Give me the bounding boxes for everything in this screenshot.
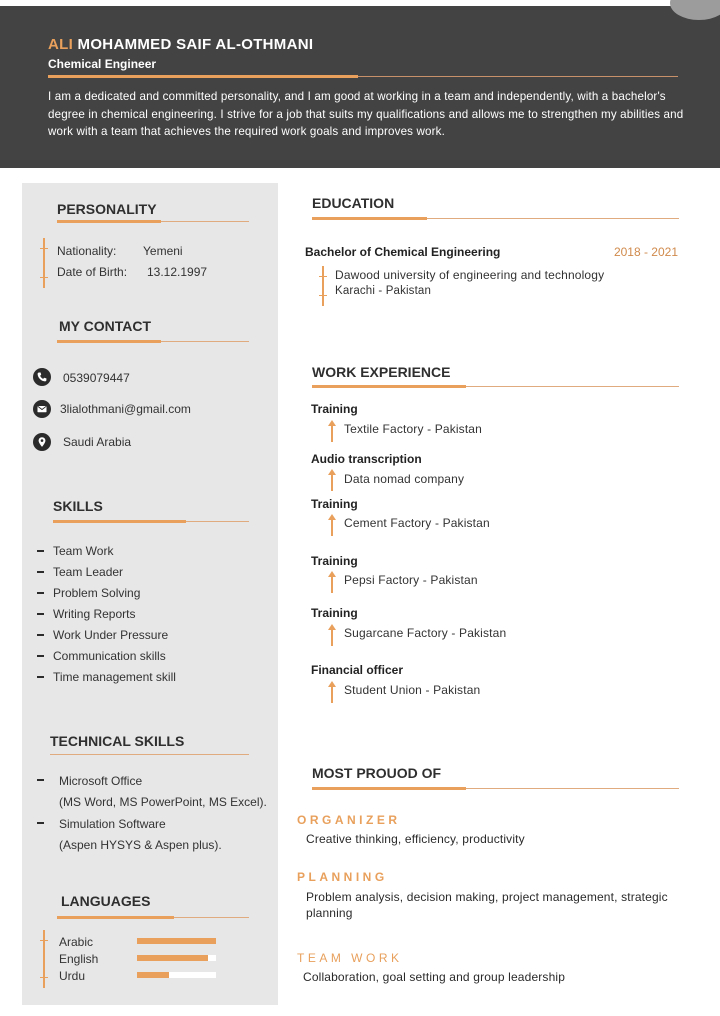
education-years: 2018 - 2021 bbox=[613, 245, 678, 259]
proud-text: Creative thinking, efficiency, productivity bbox=[306, 832, 525, 846]
proud-heading: TEAM WORK bbox=[297, 951, 403, 965]
full-name bbox=[48, 36, 313, 53]
first-name: ALI bbox=[48, 36, 74, 53]
work-place: Textile Factory - Pakistan bbox=[344, 422, 482, 436]
work-role: Audio transcription bbox=[311, 452, 422, 466]
education-timeline-bar bbox=[322, 266, 324, 306]
degree-title: Bachelor of Chemical Engineering bbox=[305, 245, 501, 259]
dob-value: 13.12.1997 bbox=[147, 265, 208, 279]
skill-item: Time management skill bbox=[53, 670, 176, 684]
contact-rule-accent bbox=[57, 340, 161, 343]
work-role: Training bbox=[311, 402, 358, 416]
school-location: Karachi - Pakistan bbox=[335, 285, 432, 297]
languages-timeline-bar bbox=[43, 930, 45, 988]
technical-item: Microsoft Office bbox=[59, 774, 143, 788]
work-experience-title: WORK EXPERIENCE bbox=[312, 364, 451, 380]
phone-icon bbox=[33, 368, 51, 386]
education-title: EDUCATION bbox=[312, 195, 395, 211]
skill-item: Problem Solving bbox=[53, 586, 141, 600]
languages-rule-accent bbox=[57, 916, 174, 919]
school-name: Dawood university of engineering and technology bbox=[335, 268, 605, 282]
language-name: Urdu bbox=[59, 969, 86, 983]
technical-item-detail: (Aspen HYSYS & Aspen plus). bbox=[59, 838, 222, 852]
work-place: Cement Factory - Pakistan bbox=[344, 516, 490, 530]
bullet-icon bbox=[37, 613, 44, 615]
languages-title: LANGUAGES bbox=[61, 893, 151, 909]
bullet-icon bbox=[37, 822, 44, 824]
phone-number[interactable]: 0539079447 bbox=[63, 371, 130, 385]
work-place: Data nomad company bbox=[344, 472, 465, 486]
up-arrow-icon bbox=[327, 514, 337, 536]
personality-title: PERSONALITY bbox=[57, 201, 157, 217]
proud-rule-accent bbox=[312, 787, 466, 790]
up-arrow-icon bbox=[327, 624, 337, 646]
technical-item: Simulation Software bbox=[59, 817, 166, 831]
work-place: Pepsi Factory - Pakistan bbox=[344, 573, 478, 587]
bullet-icon bbox=[37, 655, 44, 657]
personality-rule-accent bbox=[57, 220, 161, 223]
up-arrow-icon bbox=[327, 571, 337, 593]
language-level-fill bbox=[137, 955, 208, 961]
location-pin-icon bbox=[33, 433, 51, 451]
up-arrow-icon bbox=[327, 420, 337, 442]
language-level-bar bbox=[137, 955, 216, 961]
skill-item: Team Work bbox=[53, 544, 114, 558]
skill-item: Communication skills bbox=[53, 649, 166, 663]
work-role: Financial officer bbox=[311, 663, 404, 677]
header-banner bbox=[0, 6, 720, 168]
mail-icon bbox=[33, 400, 51, 418]
bullet-icon bbox=[37, 550, 44, 552]
email-address[interactable]: 3lialothmani@gmail.com bbox=[60, 402, 191, 416]
dob-label: Date of Birth: bbox=[57, 265, 128, 279]
education-rule-accent bbox=[312, 217, 427, 220]
skill-item: Writing Reports bbox=[53, 607, 136, 621]
proud-title: MOST PROUOD OF bbox=[312, 765, 442, 781]
nationality-value: Yemeni bbox=[143, 244, 183, 258]
skills-title: SKILLS bbox=[53, 498, 103, 514]
header-divider-accent bbox=[48, 75, 358, 78]
proud-heading: ORGANIZER bbox=[297, 813, 401, 827]
last-names: MOHAMMED SAIF AL-OTHMANI bbox=[73, 36, 314, 53]
language-level-bar bbox=[137, 938, 216, 944]
bullet-icon bbox=[37, 779, 44, 781]
location-text: Saudi Arabia bbox=[63, 435, 132, 449]
proud-text: Collaboration, goal setting and group leadership bbox=[303, 970, 566, 984]
work-role: Training bbox=[311, 606, 358, 620]
personality-timeline-bar bbox=[43, 238, 45, 288]
bullet-icon bbox=[37, 634, 44, 636]
skill-item: Work Under Pressure bbox=[53, 628, 169, 642]
language-level-fill bbox=[137, 938, 216, 944]
profile-summary: I am a dedicated and committed personality, and I am good at working in a team and independently, with a bachelor's degree in chemical engineering. I strive for a job that suits my qualifications and allows me to strengthen my abilities and work with a team that achieves the required work goals and improves work. bbox=[48, 90, 684, 138]
language-level-fill bbox=[137, 972, 169, 978]
technical-item-detail: (MS Word, MS PowerPoint, MS Excel). bbox=[59, 795, 267, 809]
work-place: Student Union - Pakistan bbox=[344, 683, 481, 697]
up-arrow-icon bbox=[327, 469, 337, 491]
language-name: English bbox=[59, 952, 99, 966]
proud-text: Problem analysis, decision making, project management, strategic planning bbox=[306, 890, 668, 920]
bullet-icon bbox=[37, 571, 44, 573]
skills-rule-accent bbox=[53, 520, 186, 523]
bullet-icon bbox=[37, 592, 44, 594]
work-rule-accent bbox=[312, 385, 466, 388]
language-name: Arabic bbox=[59, 935, 94, 949]
job-title: Chemical Engineer bbox=[48, 57, 157, 71]
nationality-label: Nationality: bbox=[57, 244, 117, 258]
skill-item: Team Leader bbox=[53, 565, 124, 579]
technical-skills-title: TECHNICAL SKILLS bbox=[50, 733, 185, 749]
bullet-icon bbox=[37, 676, 44, 678]
work-role: Training bbox=[311, 497, 358, 511]
work-role: Training bbox=[311, 554, 358, 568]
proud-heading: PLANNING bbox=[297, 870, 388, 884]
contact-title: MY CONTACT bbox=[59, 318, 152, 334]
work-place: Sugarcane Factory - Pakistan bbox=[344, 626, 507, 640]
language-level-bar bbox=[137, 972, 216, 978]
up-arrow-icon bbox=[327, 681, 337, 703]
technical-rule bbox=[50, 754, 249, 755]
